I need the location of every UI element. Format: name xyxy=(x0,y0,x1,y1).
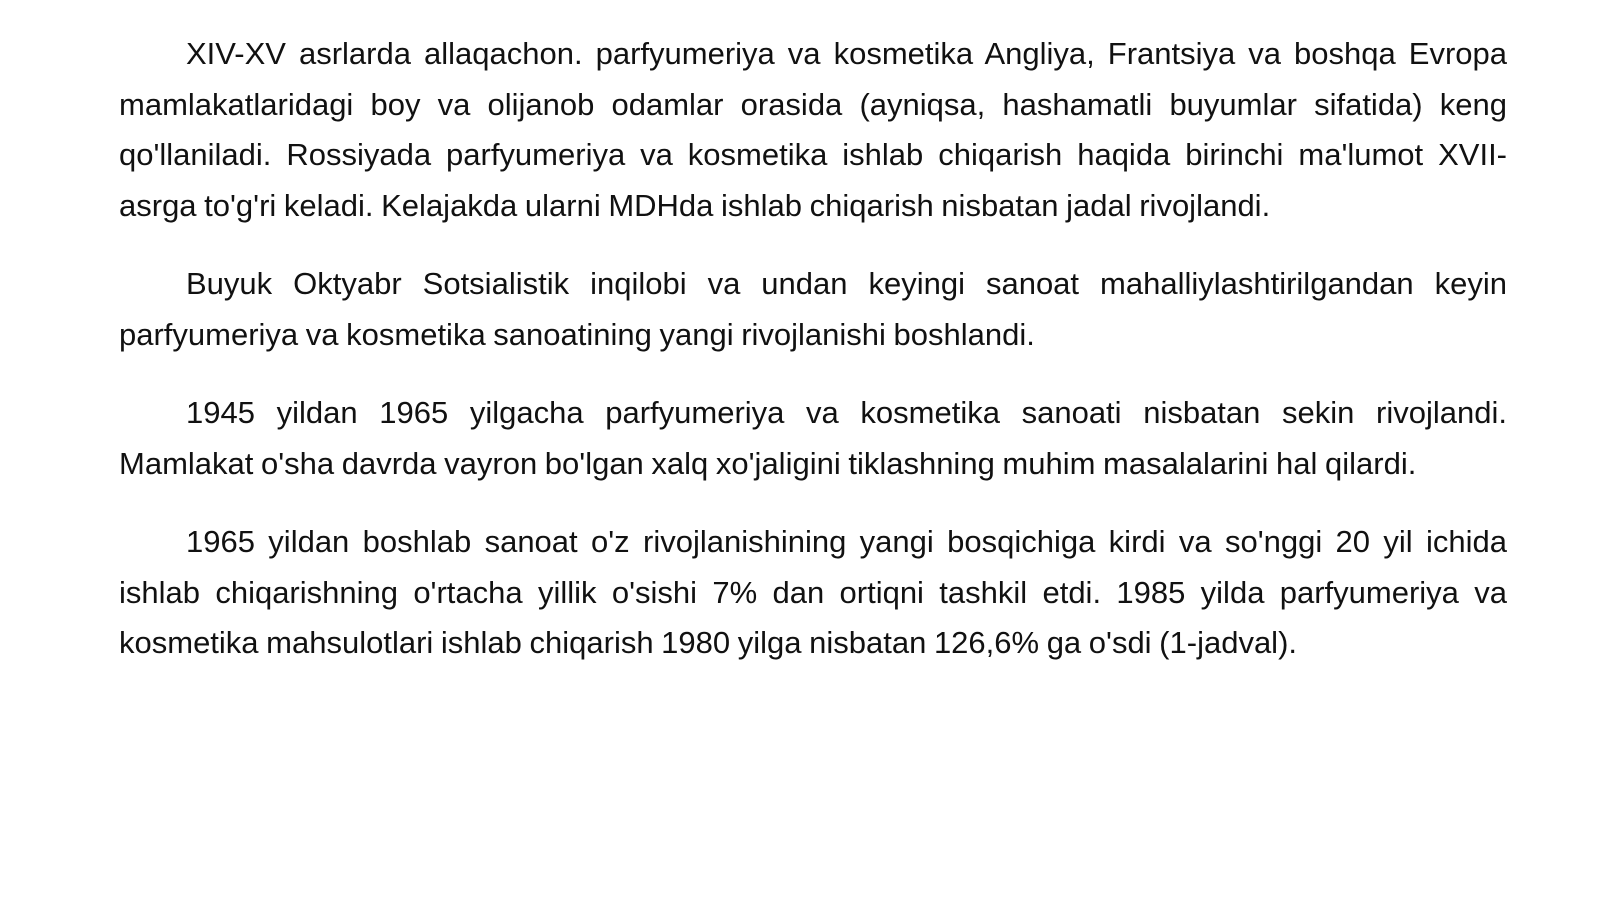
paragraph-1: XIV-XV asrlarda allaqachon. parfyumeriya va kosmetika Angliya, Frantsiya va boshqa Evropa mamlakatlaridagi boy va olijanob odamlar orasida (ayniqsa, hashamatli buyumlar sifatida) keng qo'llaniladi. Rossiyada parfyumeriya va kosmetika ishlab chiqarish haqida birinchi ma'lumot XVII-asrga to'g'ri keladi. Kelajakda ularni MDHda ishlab chiqarish nisbatan jadal rivojlandi. xyxy=(119,36,1507,223)
paragraph-4: 1965 yildan boshlab sanoat o'z rivojlanishining yangi bosqichiga kirdi va so'nggi 20 yil ichida ishlab chiqarishning o'rtacha yillik o'sishi 7% dan ortiqni tashkil etdi. 1985 yilda parfyumeriya va kosmetika mahsulotlari ishlab chiqarish 1980 yilga nisbatan 126,6% ga o'sdi (1-jadval). xyxy=(119,524,1507,660)
paragraph-2: Buyuk Oktyabr Sotsialistik inqilobi va undan keyingi sanoat mahalliylashtirilgandan keyin parfyumeriya va kosmetika sanoatining yangi rivojlanishi boshlandi. xyxy=(119,266,1507,352)
paragraph-3: 1945 yildan 1965 yilgacha parfyumeriya va kosmetika sanoati nisbatan sekin rivojlandi. Mamlakat o'sha davrda vayron bo'lgan xalq xo'jaligini tiklashning muhim masalalarini hal qilardi. xyxy=(119,395,1507,481)
